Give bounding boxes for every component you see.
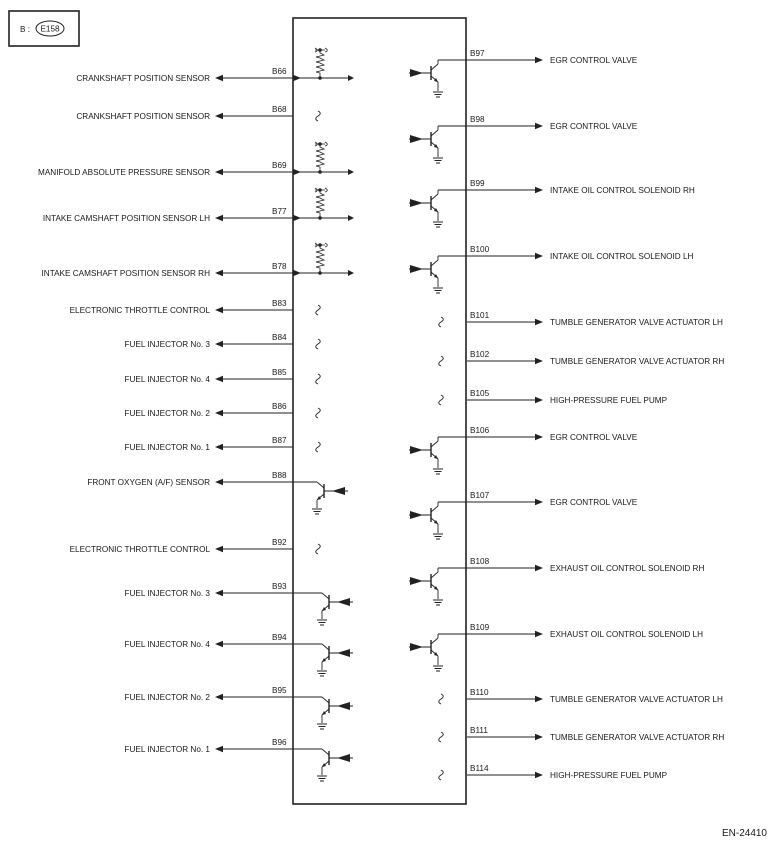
left-pin-row — [76, 48, 354, 83]
open-connection — [316, 408, 321, 418]
left-signal-label: CRANKSHAFT POSITION SENSOR — [76, 74, 210, 83]
signal-arrow — [215, 410, 223, 416]
connector-prefix: B : — [20, 25, 31, 34]
left-signal-label: FUEL INJECTOR No. 4 — [124, 640, 210, 649]
right-signal-label: TUMBLE GENERATOR VALVE ACTUATOR LH — [550, 318, 723, 327]
signal-arrow — [215, 75, 223, 81]
signal-arrow — [215, 376, 223, 382]
signal-arrow — [215, 479, 223, 485]
pullup-resistor — [293, 48, 354, 81]
signal-arrow — [535, 565, 543, 571]
squiggle-break — [439, 395, 444, 405]
left-signal-label: MANIFOLD ABSOLUTE PRESSURE SENSOR — [38, 168, 210, 177]
right-pin-number: B102 — [470, 350, 490, 359]
right-signal-label: INTAKE OIL CONTROL SOLENOID LH — [550, 252, 694, 261]
open-connection — [439, 732, 444, 742]
left-pin-row — [124, 402, 320, 418]
signal-arrow — [535, 57, 543, 63]
right-pin-row — [439, 389, 668, 405]
right-pin-row — [409, 491, 638, 539]
signal-arrow — [215, 307, 223, 313]
right-pin-number: B101 — [470, 311, 490, 320]
signal-arrow — [215, 113, 223, 119]
left-signal-label: FUEL INJECTOR No. 2 — [124, 409, 210, 418]
left-pin-number: B83 — [272, 299, 287, 308]
open-connection — [439, 770, 444, 780]
right-signal-label: EXHAUST OIL CONTROL SOLENOID LH — [550, 630, 704, 639]
left-signal-label: INTAKE CAMSHAFT POSITION SENSOR LH — [42, 214, 210, 223]
signal-arrow — [215, 270, 223, 276]
diagram-code: EN-24410 — [721, 828, 767, 839]
open-connection — [316, 111, 321, 121]
squiggle-break — [316, 339, 321, 349]
driver-transistor — [293, 749, 353, 781]
left-pin-number: B85 — [272, 368, 287, 377]
signal-arrow — [535, 187, 543, 193]
signal-arrow — [535, 631, 543, 637]
left-pin-row — [87, 471, 348, 514]
open-connection — [316, 442, 321, 452]
left-signal-label: FUEL INJECTOR No. 1 — [124, 443, 210, 452]
left-signal-label: ELECTRONIC THROTTLE CONTROL — [69, 306, 210, 315]
driver-transistor — [409, 502, 467, 539]
signal-arrow — [215, 590, 223, 596]
left-signal-label: FUEL INJECTOR No. 1 — [124, 745, 210, 754]
ecm-box — [293, 18, 466, 804]
squiggle-break — [316, 408, 321, 418]
right-pin-row — [439, 764, 668, 780]
left-pin-group — [38, 48, 354, 781]
signal-arrow — [535, 253, 543, 259]
signal-arrow — [215, 546, 223, 552]
squiggle-break — [316, 111, 321, 121]
left-pin-number: B93 — [272, 582, 287, 591]
right-pin-row — [409, 49, 638, 97]
driver-transistor — [293, 697, 353, 729]
squiggle-break — [316, 305, 321, 315]
signal-arrow — [215, 341, 223, 347]
left-pin-row — [76, 105, 320, 121]
right-signal-label: EGR CONTROL VALVE — [550, 498, 638, 507]
open-connection — [439, 317, 444, 327]
signal-arrow — [535, 772, 543, 778]
left-pin-row — [124, 436, 320, 452]
squiggle-break — [439, 356, 444, 366]
right-pin-row — [409, 245, 694, 293]
left-pin-number: B78 — [272, 262, 287, 271]
left-pin-row — [70, 299, 321, 315]
connector-tag — [9, 11, 79, 46]
left-signal-label: FRONT OXYGEN (A/F) SENSOR — [87, 478, 210, 487]
left-pin-number: B84 — [272, 333, 287, 342]
right-signal-label: HIGH-PRESSURE FUEL PUMP — [550, 396, 668, 405]
right-pin-row — [439, 311, 723, 327]
right-signal-label: EGR CONTROL VALVE — [550, 56, 638, 65]
left-signal-label: FUEL INJECTOR No. 3 — [124, 340, 210, 349]
left-pin-number: B88 — [272, 471, 287, 480]
left-pin-number: B66 — [272, 67, 287, 76]
right-pin-row — [409, 115, 638, 163]
pullup-resistor — [293, 142, 354, 175]
right-pin-row — [439, 688, 723, 704]
driver-transistor — [293, 482, 348, 514]
left-signal-label: FUEL INJECTOR No. 2 — [124, 693, 210, 702]
left-pin-row — [43, 188, 354, 223]
right-pin-number: B98 — [470, 115, 485, 124]
signal-arrow — [535, 434, 543, 440]
driver-transistor — [409, 437, 467, 474]
left-pin-number: B96 — [272, 738, 287, 747]
left-signal-label: INTAKE CAMSHAFT POSITION SENSOR RH — [41, 269, 210, 278]
driver-transistor — [409, 568, 467, 605]
left-pin-number: B68 — [272, 105, 287, 114]
left-signal-label: ELECTRONIC THROTTLE CONTROL — [69, 545, 210, 554]
right-pin-row — [409, 179, 695, 227]
driver-transistor — [409, 634, 467, 671]
signal-arrow — [215, 641, 223, 647]
right-signal-label: HIGH-PRESSURE FUEL PUMP — [550, 771, 668, 780]
right-signal-label: EGR CONTROL VALVE — [550, 122, 638, 131]
right-pin-number: B107 — [470, 491, 490, 500]
squiggle-break — [316, 374, 321, 384]
squiggle-break — [439, 317, 444, 327]
right-pin-number: B109 — [470, 623, 490, 632]
open-connection — [316, 544, 321, 554]
left-pin-number: B69 — [272, 161, 287, 170]
signal-arrow — [215, 169, 223, 175]
left-pin-number: B77 — [272, 207, 287, 216]
right-signal-label: EXHAUST OIL CONTROL SOLENOID RH — [550, 564, 705, 573]
pullup-resistor — [293, 188, 354, 221]
driver-transistor — [409, 126, 467, 163]
squiggle-break — [316, 544, 321, 554]
left-pin-number: B86 — [272, 402, 287, 411]
left-pin-number: B94 — [272, 633, 287, 642]
left-pin-number: B87 — [272, 436, 287, 445]
signal-arrow — [535, 319, 543, 325]
open-connection — [439, 694, 444, 704]
right-pin-group — [409, 49, 724, 780]
signal-arrow — [535, 696, 543, 702]
left-pin-number: B92 — [272, 538, 287, 547]
right-pin-number: B99 — [470, 179, 485, 188]
signal-arrow — [535, 397, 543, 403]
right-pin-row — [409, 426, 638, 474]
pullup-resistor — [293, 243, 354, 276]
open-connection — [316, 339, 321, 349]
squiggle-break — [439, 694, 444, 704]
driver-transistor — [409, 60, 467, 97]
right-pin-number: B114 — [470, 764, 489, 773]
signal-arrow — [535, 358, 543, 364]
left-pin-row — [42, 243, 354, 278]
connector-id: E158 — [40, 24, 60, 34]
right-signal-label: TUMBLE GENERATOR VALVE ACTUATOR RH — [550, 357, 725, 366]
open-connection — [316, 305, 321, 315]
open-connection — [439, 395, 444, 405]
left-signal-label: FUEL INJECTOR No. 4 — [124, 375, 210, 384]
signal-arrow — [215, 694, 223, 700]
driver-transistor — [293, 644, 353, 676]
right-pin-number: B105 — [470, 389, 490, 398]
left-pin-row — [124, 738, 353, 781]
right-pin-number: B97 — [470, 49, 485, 58]
left-signal-label: CRANKSHAFT POSITION SENSOR — [76, 112, 210, 121]
squiggle-break — [316, 442, 321, 452]
left-pin-row — [124, 633, 353, 676]
right-pin-row — [409, 557, 704, 605]
left-pin-row — [38, 142, 354, 177]
signal-arrow — [215, 444, 223, 450]
signal-arrow — [535, 499, 543, 505]
squiggle-break — [439, 770, 444, 780]
signal-arrow — [535, 734, 543, 740]
driver-transistor — [293, 593, 353, 625]
right-pin-number: B100 — [470, 245, 490, 254]
open-connection — [316, 374, 321, 384]
left-pin-number: B95 — [272, 686, 287, 695]
right-pin-row — [439, 726, 725, 742]
right-signal-label: TUMBLE GENERATOR VALVE ACTUATOR LH — [550, 695, 723, 704]
left-signal-label: FUEL INJECTOR No. 3 — [124, 589, 210, 598]
open-connection — [439, 356, 444, 366]
right-pin-row — [439, 350, 725, 366]
right-pin-number: B106 — [470, 426, 490, 435]
right-pin-number: B108 — [470, 557, 490, 566]
driver-transistor — [409, 256, 467, 293]
right-signal-label: TUMBLE GENERATOR VALVE ACTUATOR RH — [550, 733, 725, 742]
right-pin-row — [409, 623, 703, 671]
signal-arrow — [215, 746, 223, 752]
driver-transistor — [409, 190, 467, 227]
left-pin-row — [70, 538, 321, 554]
signal-arrow — [535, 123, 543, 129]
left-pin-row — [124, 333, 320, 349]
right-signal-label: INTAKE OIL CONTROL SOLENOID RH — [550, 186, 695, 195]
right-signal-label: EGR CONTROL VALVE — [550, 433, 638, 442]
right-pin-number: B110 — [470, 688, 489, 697]
signal-arrow — [215, 215, 223, 221]
right-pin-number: B111 — [470, 726, 488, 735]
left-pin-row — [124, 368, 320, 384]
squiggle-break — [439, 732, 444, 742]
left-pin-row — [124, 686, 353, 729]
left-pin-row — [124, 582, 353, 625]
